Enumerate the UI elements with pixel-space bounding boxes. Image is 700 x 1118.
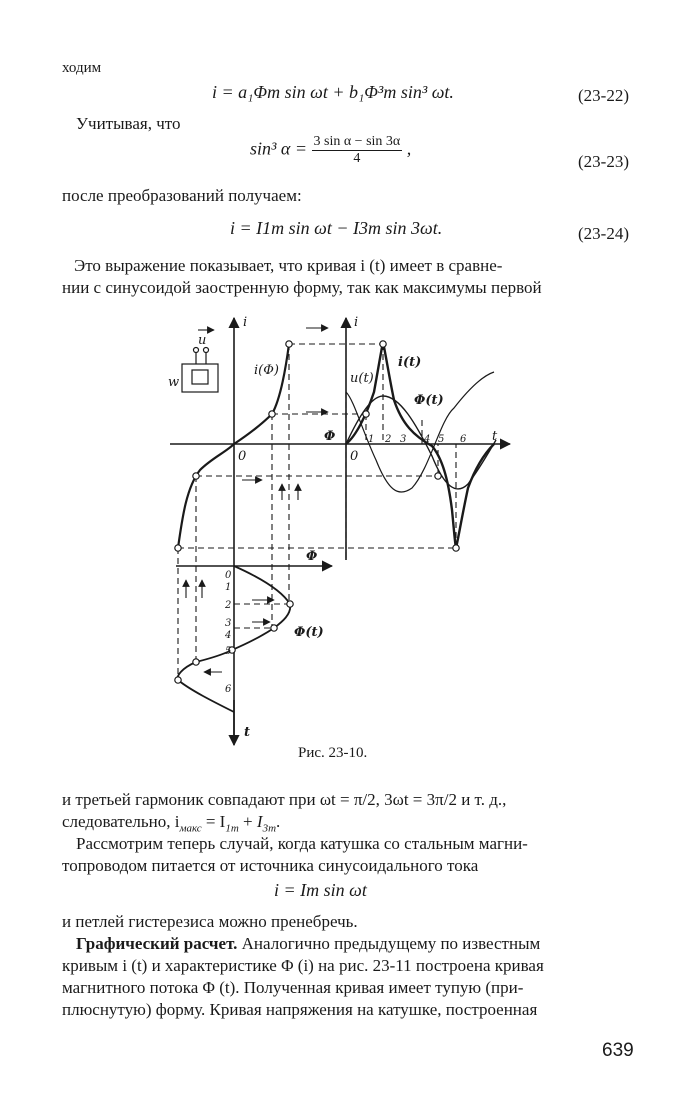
paragraph5-line2: кривым i (t) и характеристике Φ (i) на рис. 23-11 построена кривая — [62, 956, 544, 975]
tick-5-bottom: 5 — [225, 646, 232, 657]
label-t-right: t — [492, 429, 498, 444]
label-u: u — [198, 333, 207, 348]
text-after-transform: после преобразований получаем: — [62, 186, 302, 205]
tick-2-bottom: 2 — [225, 600, 232, 611]
fraction-numerator: 3 sin α − sin 3α — [313, 134, 401, 149]
heading-graphical-calc: Графический расчет. — [76, 934, 238, 953]
paragraph5-line4: плюснутую) форму. Кривая напряжения на катушке, построенная — [62, 1000, 538, 1019]
label-phi-t-bottom: Φ(t) — [294, 625, 324, 640]
coil-schematic — [182, 348, 218, 393]
label-i-left: i — [243, 315, 248, 330]
tick-4-bottom: 4 — [225, 630, 232, 641]
paragraph5-line1: Графический расчет. Аналогично предыдущему по известным — [76, 934, 541, 953]
label-origin-left: 0 — [238, 449, 247, 464]
label-phi-mid: Φ — [306, 549, 318, 564]
text-considering: Учитывая, что — [76, 114, 181, 133]
tick-5-right: 5 — [438, 434, 445, 445]
paragraph2-line2: следовательно, $i_{макс} = I_{1m} + I_{3m}$. — [62, 812, 281, 835]
fraction-denominator: 4 — [353, 151, 361, 166]
label-u-t: u(t) — [350, 371, 374, 386]
equation-23-23-fraction — [312, 134, 403, 167]
paragraph2-line1: и третьей гармоник совпадают при ωt = π/2, 3ωt = 3π/2 и т. д., — [62, 790, 507, 809]
label-phi-t-right: Φ(t) — [414, 393, 444, 408]
label-i-t: i(t) — [398, 355, 422, 370]
equation-23-23-left: sin³ α = — [250, 138, 307, 159]
direction-arrows — [186, 328, 328, 672]
tick-6-right: 6 — [460, 434, 467, 445]
tick-2-right: 2 — [385, 434, 392, 445]
label-w: w — [168, 375, 180, 390]
figure-caption: Рис. 23-10. — [298, 745, 368, 761]
equation-23-24 — [230, 218, 442, 239]
paragraph5-line3: магнитного потока Φ (t). Полученная кривая имеет тупую (при- — [62, 978, 524, 997]
label-i-phi: i(Φ) — [254, 363, 279, 378]
tick-1-right: 1 — [368, 434, 375, 445]
text-fragment-top: ходим — [62, 60, 102, 76]
figure-23-10 — [0, 300, 700, 780]
equation-im-sin: i = Im sin ωt — [274, 880, 367, 900]
tick-3-bottom: 3 — [225, 618, 232, 629]
paragraph3-line1: Рассмотрим теперь случай, когда катушка со стальным магни- — [76, 834, 528, 853]
page-number: 639 — [602, 1040, 634, 1061]
equation-23-24-text: i = I1m sin ωt − I3m sin 3ωt. — [230, 218, 443, 238]
equation-23-22 — [212, 82, 454, 103]
tick-0-bottom: 0 — [225, 570, 232, 581]
label-i-right: i — [354, 315, 359, 330]
tick-3-right: 3 — [400, 434, 407, 445]
paragraph1-line2: нии с синусоидой заостренную форму, так как максимумы первой — [62, 278, 542, 297]
equation-23-23-number: (23-23) — [578, 152, 629, 171]
label-phi-right: Φ — [324, 429, 336, 444]
tick-4-right: 4 — [424, 434, 431, 445]
equation-23-23: sin³ α = $\frac{\text{3 sin α − sin 3α}}{4}$ , — [250, 134, 412, 166]
equation-23-24-number: (23-24) — [578, 224, 629, 243]
paragraph3-line2: топроводом питается от источника синусоидального тока — [62, 856, 479, 875]
equation-23-22-text: i = a₁Φm sin ωt + b₁Φ³m sin³ ωt. — [212, 82, 454, 102]
equation-23-22-number: (23-22) — [578, 86, 629, 105]
label-origin-right: 0 — [350, 449, 359, 464]
tick-1-bottom: 1 — [225, 582, 232, 593]
tick-6-bottom: 6 — [225, 684, 232, 695]
paragraph4-line1: и петлей гистерезиса можно пренебречь. — [62, 912, 358, 931]
paragraph1-line1: Это выражение показывает, что кривая i (t) имеет в сравне- — [74, 256, 503, 275]
label-t-bottom: t — [244, 725, 251, 740]
